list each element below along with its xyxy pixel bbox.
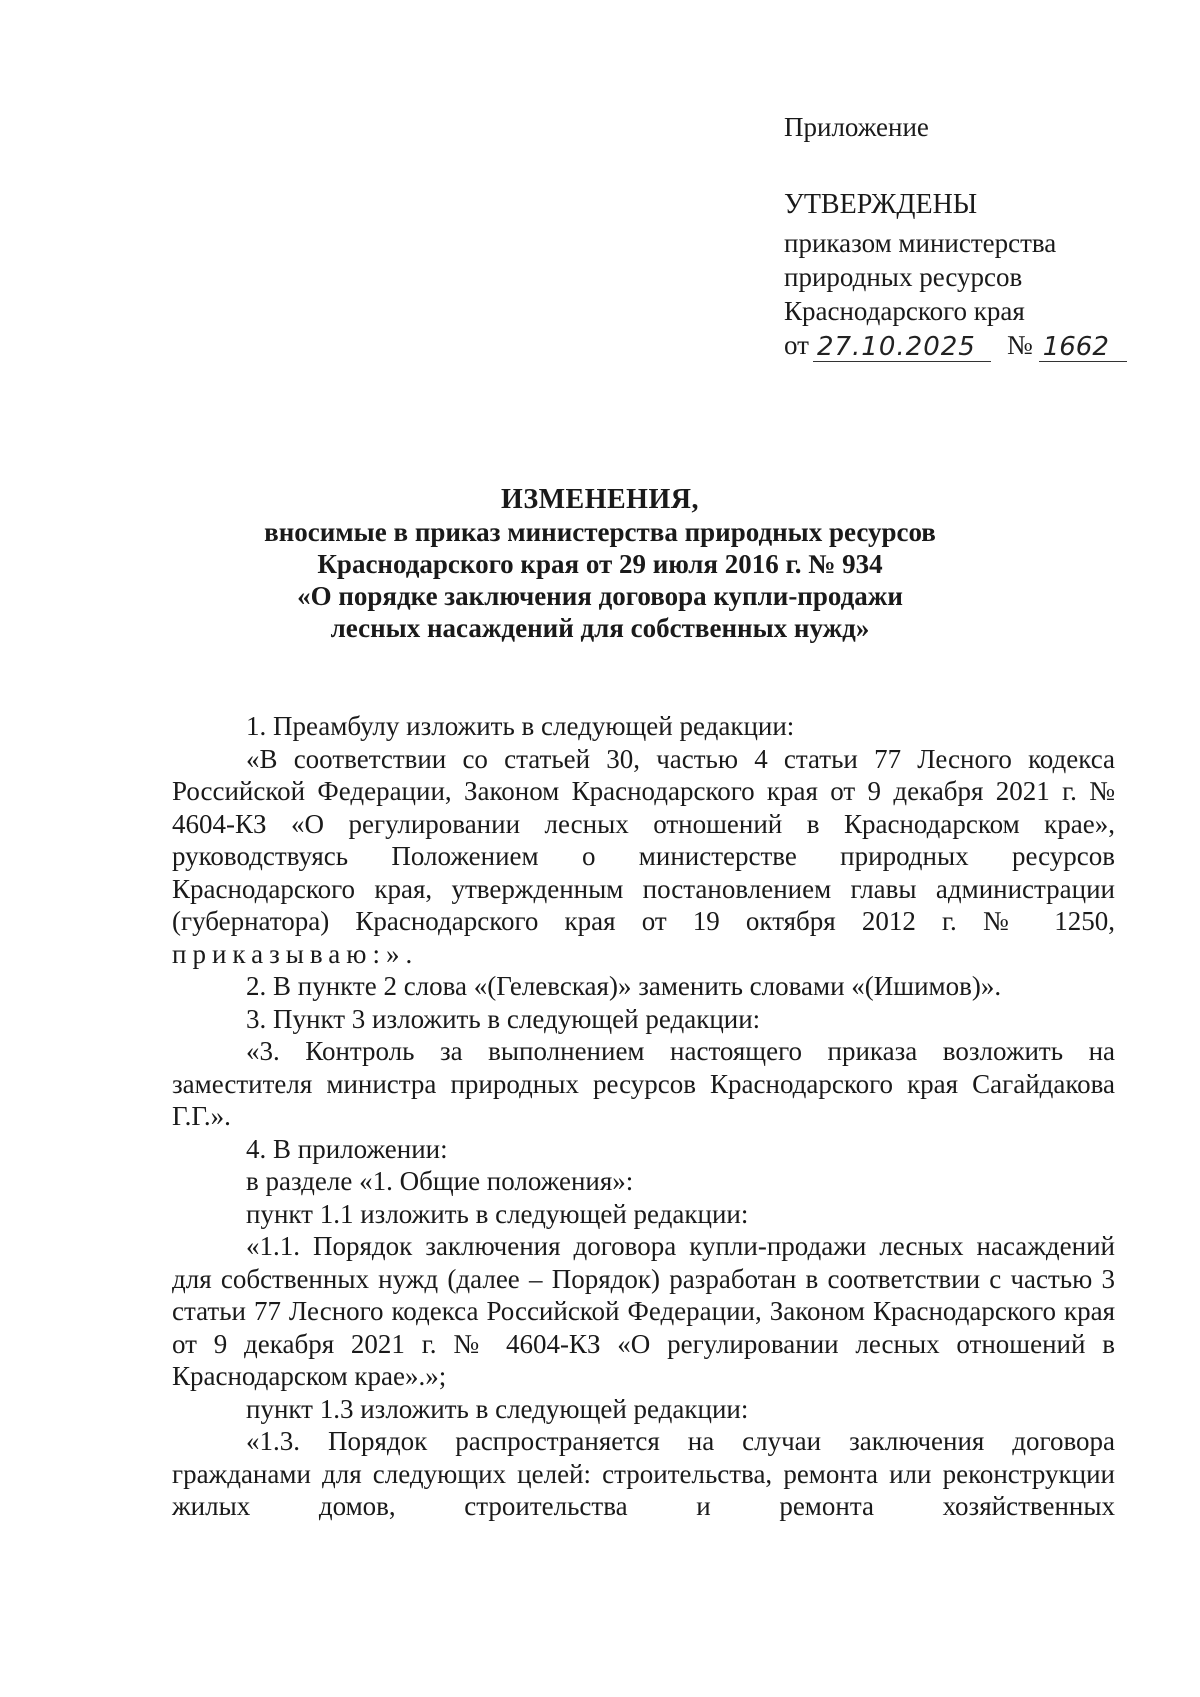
approval-block (784, 110, 1144, 362)
approval-line-3: Краснодарского края (784, 296, 1025, 326)
title-line-2: Краснодарского края от 29 июля 2016 г. № 934 (317, 549, 883, 579)
paragraph-9: «1.1. Порядок заключения договора купли-продажи лесных насаждений для собственных нужд (далее – Порядок) разработан в соответствии с частью 3 статьи 77 Лесного кодекса Российской Федерации, Законом Краснодарского края от 9 декабря 2021 г. № 4604-КЗ «О регулировании лесных отношений в Краснодарском крае».»; (172, 1231, 1115, 1391)
paragraph-11: «1.3. Порядок распространяется на случаи заключения договора гражданами для следующих целей: строительства, ремонта или реконструкции жилых домов, строительства и ремонта хозяйственных (172, 1426, 1115, 1521)
paragraph-2-order (172, 938, 1115, 971)
date-prefix: от (784, 330, 809, 360)
paragraph-2: «В соответствии со статьей 30, частью 4 статьи 77 Лесного кодекса Российской Федерации, Законом Краснодарского края от 9 декабря 2021 г. № 4604-КЗ «О регулировании лесных отношений в Краснодарском крае», руководствуясь Положением о министерстве природных ресурсов Краснодарского края, утвержденным постановлением главы администрации (губернатора) Краснодарского края от 19 октября 2012 г. № 1250, (172, 743, 1115, 936)
paragraph-10: пункт 1.3 изложить в следующей редакции: (246, 1393, 749, 1424)
paragraph-7: в разделе «1. Общие положения»: (246, 1166, 634, 1196)
order-word: приказываю:». (172, 938, 419, 969)
approval-line-1: приказом министерства (784, 228, 1057, 258)
title-line-1: вносимые в приказ министерства природных ресурсов (264, 517, 936, 547)
handwritten-date: 27.10.2025 (813, 333, 991, 362)
document-title-block (200, 484, 1000, 644)
paragraph-8: пункт 1.1 изложить в следующей редакции: (246, 1198, 749, 1229)
paragraph-1: 1. Преамбулу изложить в следующей редакции: (246, 711, 795, 741)
document-body (172, 710, 1115, 1523)
title-line-4: лесных насаждений для собственных нужд» (330, 613, 870, 643)
approval-date-line (784, 328, 1144, 362)
paragraph-3: 2. В пункте 2 слова «(Гелевская)» заменить словами «(Ишимов)». (246, 971, 1002, 1001)
handwritten-number: 1662 (1039, 333, 1127, 362)
paragraph-4: 3. Пункт 3 изложить в следующей редакции: (246, 1003, 761, 1034)
document-title: ИЗМЕНЕНИЯ, (501, 484, 699, 515)
appendix-label: Приложение (784, 112, 929, 142)
paragraph-5: «3. Контроль за выполнением настоящего приказа возложить на заместителя министра природных ресурсов Краснодарского края Сагайдакова Г.Г.». (172, 1036, 1115, 1131)
approval-line-2: природных ресурсов (784, 262, 1023, 292)
title-line-3: «О порядке заключения договора купли-продажи (297, 581, 903, 611)
paragraph-6: 4. В приложении: (246, 1133, 448, 1164)
approved-label: УТВЕРЖДЕНЫ (784, 189, 978, 220)
number-prefix: № (1006, 330, 1033, 360)
